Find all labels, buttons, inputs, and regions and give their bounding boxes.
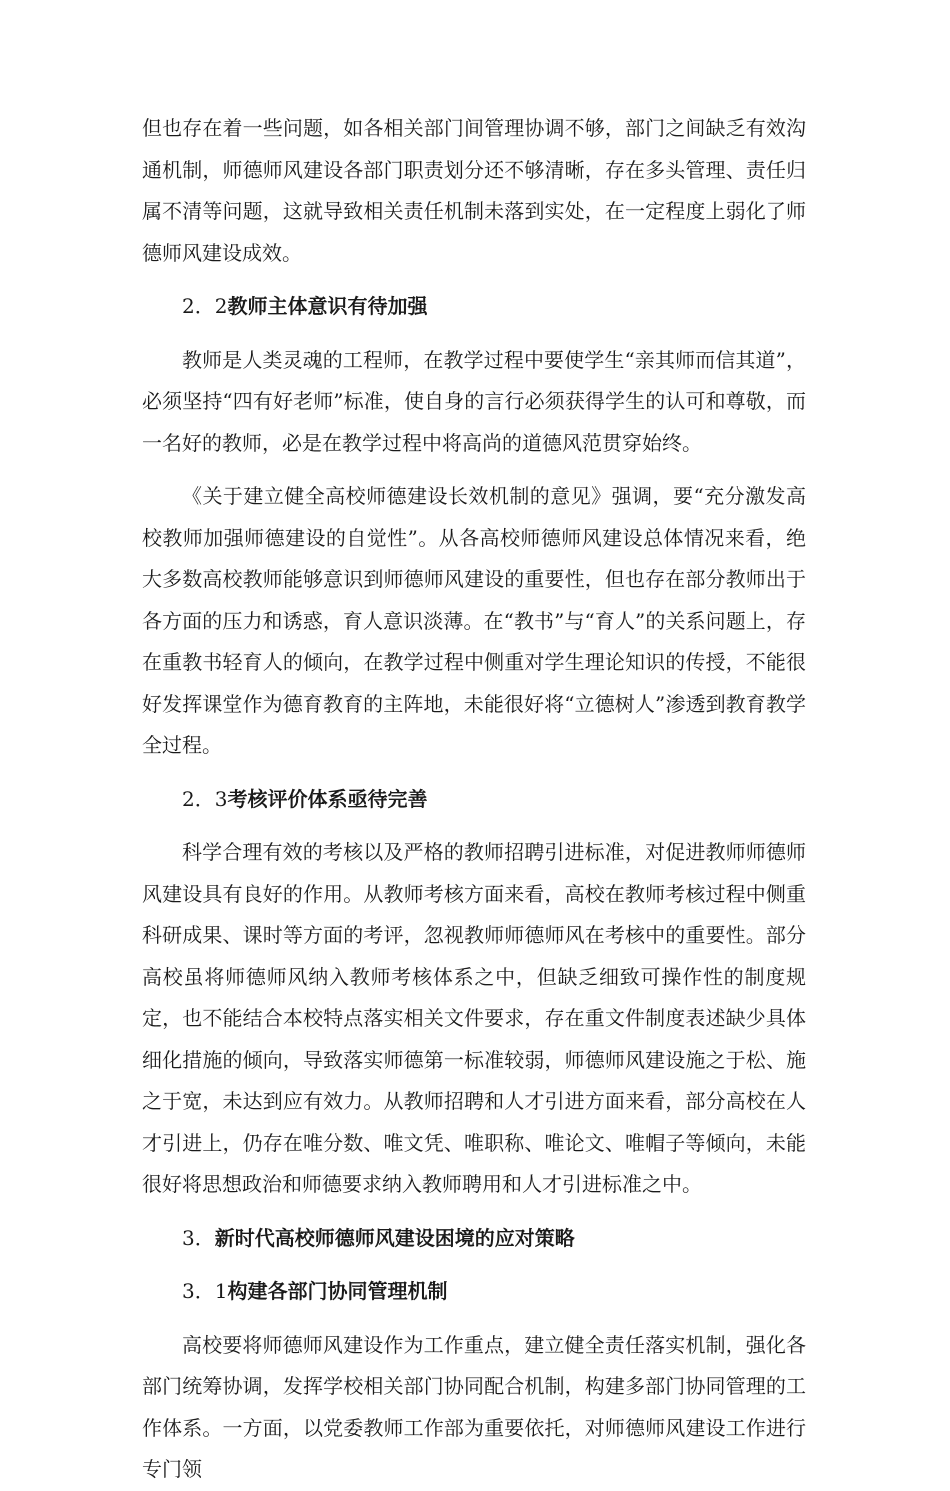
paragraph-opinion-document: 《关于建立健全高校师德建设长效机制的意见》强调，要“充分激发高校教师加强师德建设的自觉性”。从各高校师德师风建设总体情况来看，绝大多数高校教师能够意识到师德师风建设的重要性，但也存在部分教师出于各方面的压力和诱惑，育人意识淡薄。在“教书”与“育人”的关系问题上，存在重教书轻育人的倾向，在教学过程中侧重对学生理论知识的传授，不能很好发挥课堂作为德育教育的主阵地，未能很好将“立德树人”渗透到教育教学全过程。 xyxy=(142,484,806,757)
section-heading-2-2 xyxy=(142,286,806,328)
section-heading-3-1 xyxy=(142,1271,806,1313)
document-body xyxy=(142,108,806,1491)
paragraph-responsibility-mechanism: 但也存在着一些问题，如各相关部门间管理协调不够，部门之间缺乏有效沟通机制，师德师风建设各部门职责划分还不够清晰，存在多头管理、责任归属不清等问题，这就导致相关责任机制未落到实处，在一定程度上弱化了师德师风建设成效。 xyxy=(142,116,806,265)
paragraph-teacher-role: 教师是人类灵魂的工程师，在教学过程中要使学生“亲其师而信其道”，必须坚持“四有好老师”标准，使自身的言行必须获得学生的认可和尊敬，而一名好的教师，必是在教学过程中将高尚的道德风范贯穿始终。 xyxy=(142,347,806,455)
section-title: 教师主体意识有待加强 xyxy=(227,294,428,318)
paragraph-coordination-mechanism: 高校要将师德师风建设作为工作重点，建立健全责任落实机制，强化各部门统筹协调，发挥学校相关部门协同配合机制，构建多部门协同管理的工作体系。一方面，以党委教师工作部为重要依托，对师德师风建设工作进行专门领 xyxy=(142,1332,806,1481)
section-number: 2．2 xyxy=(182,294,228,318)
section-number: 3．1 xyxy=(182,1279,228,1303)
section-heading-3 xyxy=(142,1218,806,1260)
section-heading-2-3 xyxy=(142,779,806,821)
paragraph-evaluation-system: 科学合理有效的考核以及严格的教师招聘引进标准，对促进教师师德师风建设具有良好的作用。从教师考核方面来看，高校在教师考核过程中侧重科研成果、课时等方面的考评，忽视教师师德师风在考核中的重要性。部分高校虽将师德师风纳入教师考核体系之中，但缺乏细致可操作性的制度规定，也不能结合本校特点落实相关文件要求，存在重文件制度表述缺少具体细化措施的倾向，导致落实师德第一标准较弱，师德师风建设施之于松、施之于宽，未达到应有效力。从教师招聘和人才引进方面来看，部分高校在人才引进上，仍存在唯分数、唯文凭、唯职称、唯论文、唯帽子等倾向，未能很好将思想政治和师德要求纳入教师聘用和人才引进标准之中。 xyxy=(142,840,806,1196)
section-title: 新时代高校师德师风建设困境的应对策略 xyxy=(214,1225,575,1250)
section-title: 构建各部门协同管理机制 xyxy=(227,1279,448,1303)
section-number: 2．3 xyxy=(182,786,228,811)
section-number: 3． xyxy=(182,1225,215,1250)
section-title: 考核评价体系亟待完善 xyxy=(227,786,428,811)
